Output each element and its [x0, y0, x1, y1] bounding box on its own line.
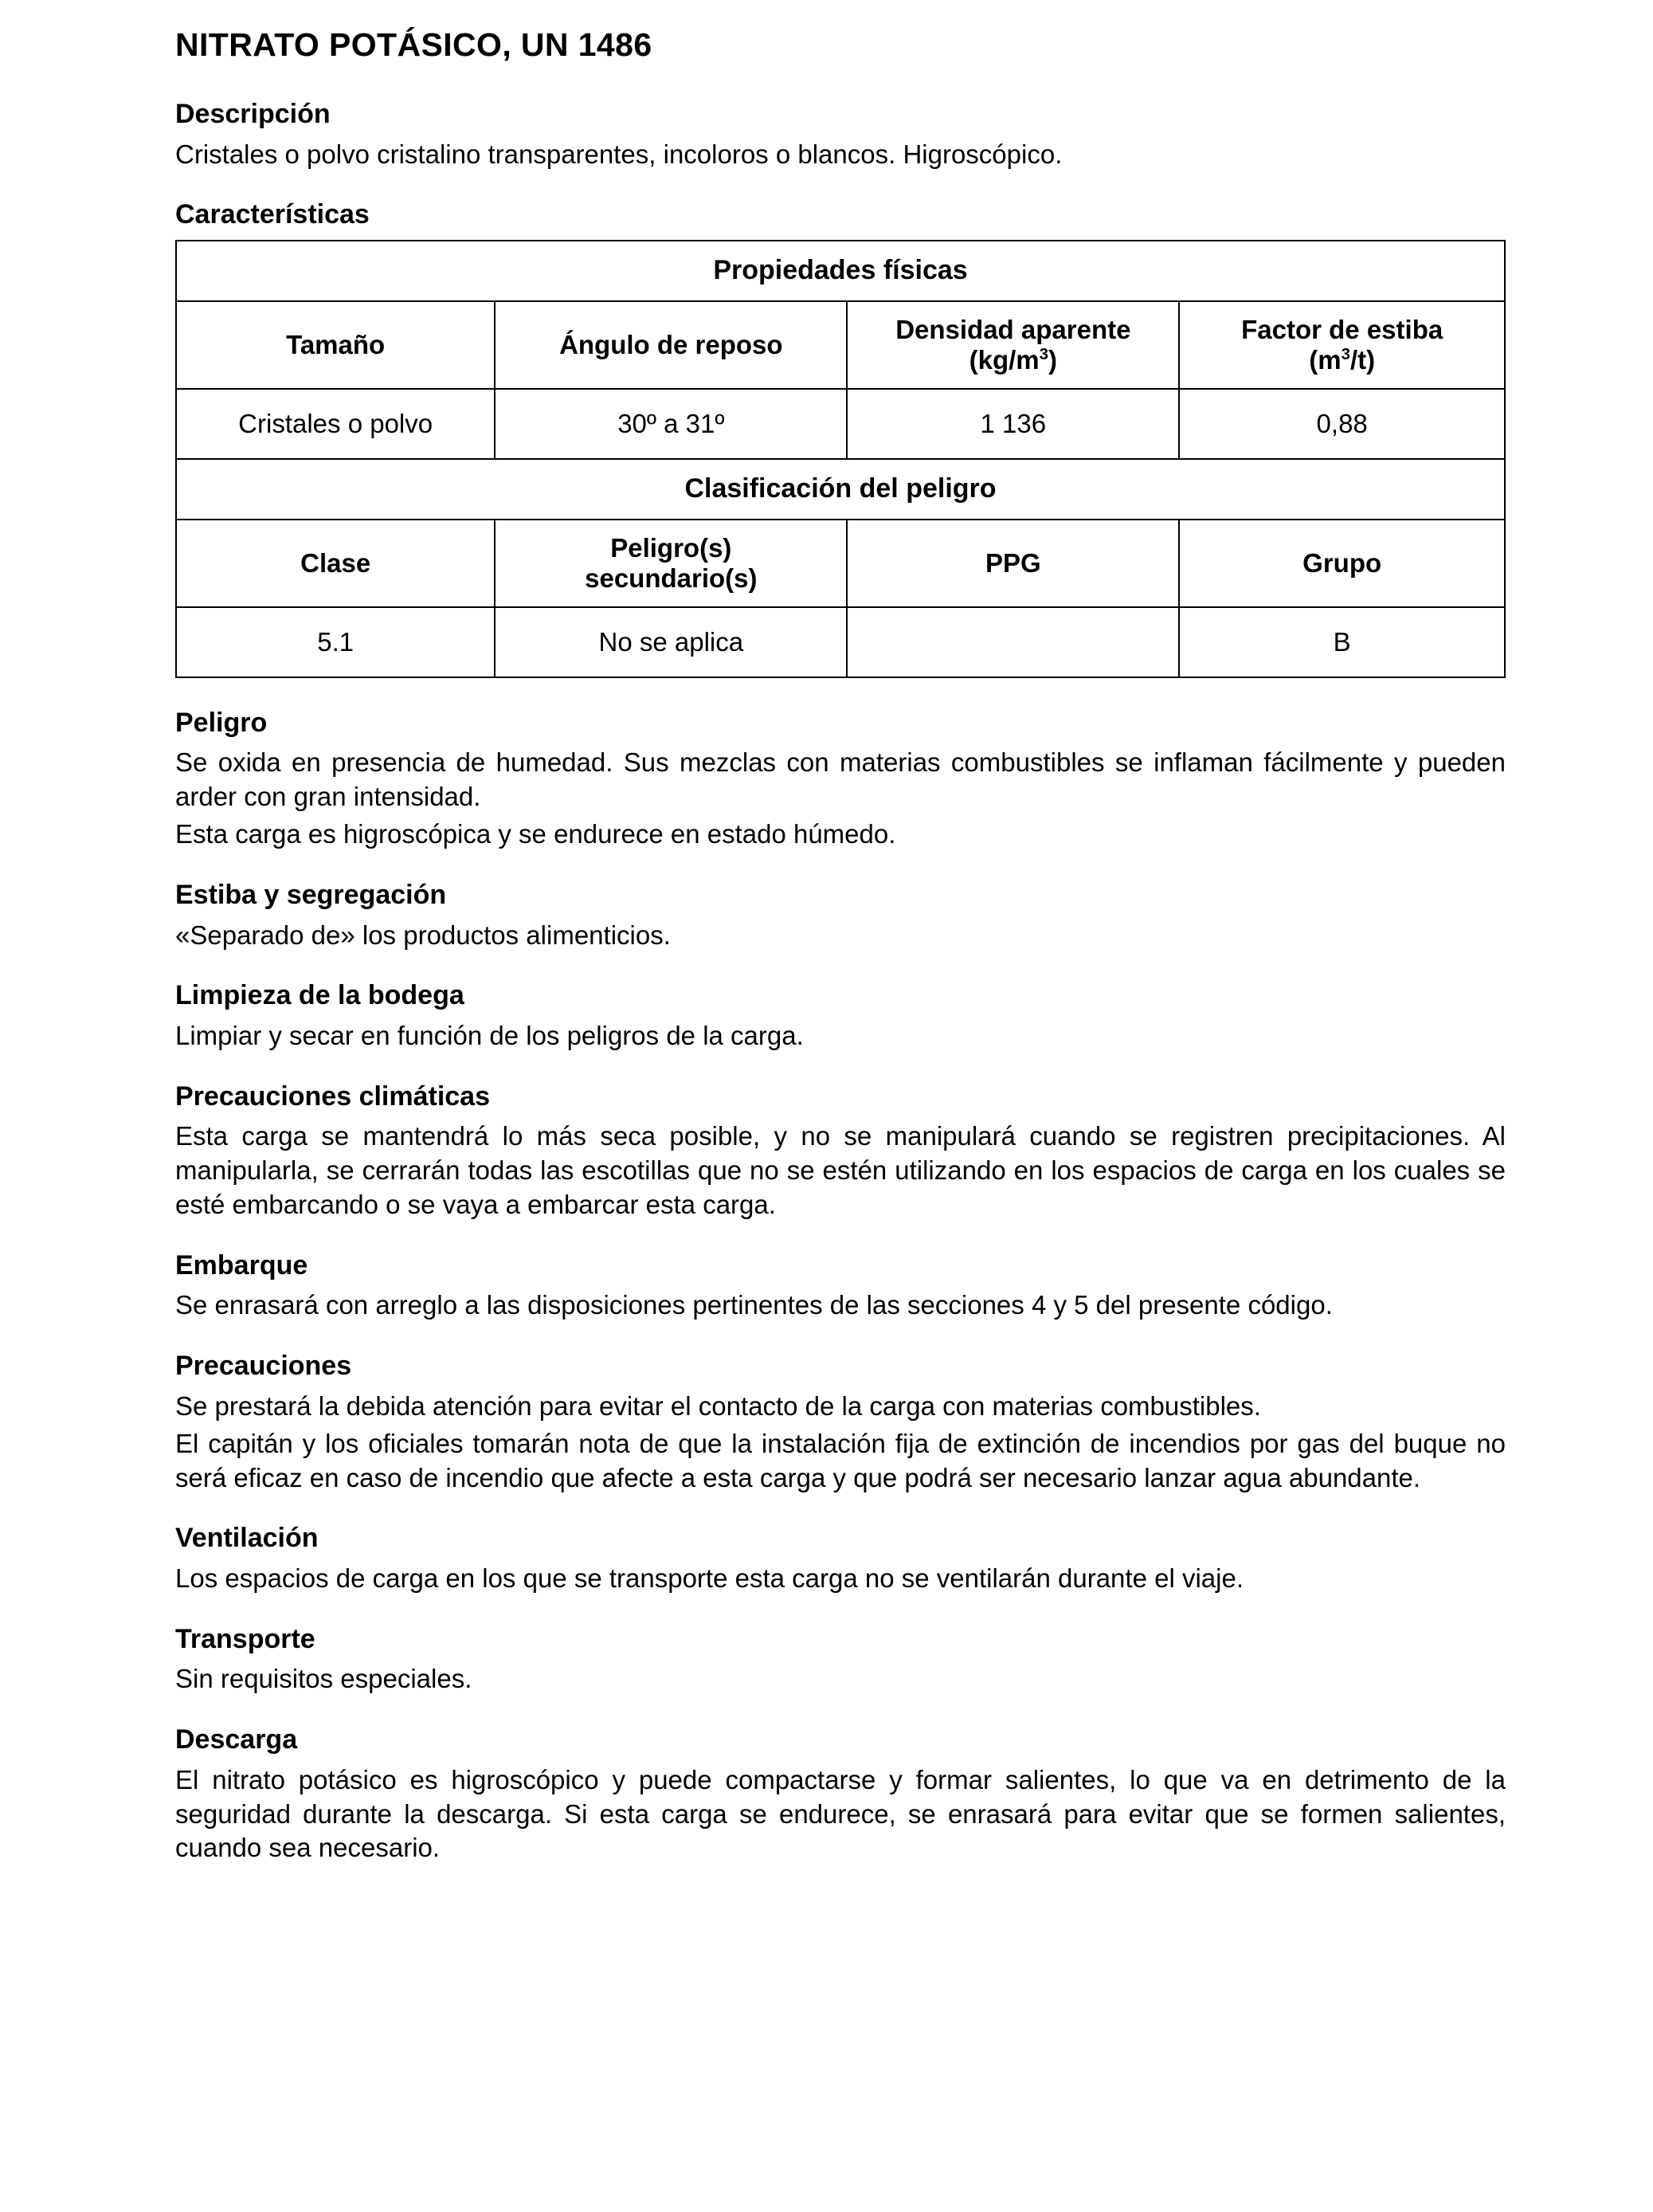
spacer: [175, 852, 1506, 879]
paragraph: Limpiar y secar en función de los peligros de la carga.: [175, 1020, 804, 1050]
section-heading-limpieza-bodega: Limpieza de la bodega: [175, 980, 464, 1011]
page-title: NITRATO POTÁSICO, UN 1486: [175, 26, 652, 63]
paragraph: Se enrasará con arreglo a las disposiciones pertinentes de las secciones 4 y 5 del presente código.: [175, 1290, 1333, 1320]
cell-angle-value: 30º a 31º: [495, 389, 847, 459]
column-header-angle: Ángulo de reposo: [495, 301, 847, 389]
column-header-ppg: PPG: [847, 520, 1179, 607]
column-header-density: [847, 301, 1179, 389]
paragraph: «Separado de» los productos alimenticios.: [175, 920, 671, 950]
section-precauciones-climaticas: [175, 1081, 1506, 1222]
section-heading-peligro: Peligro: [175, 707, 268, 738]
cell-group-value: B: [1179, 607, 1505, 677]
table-band-hazard: Clasificación del peligro: [176, 459, 1505, 520]
subsidiary-label-line1: Peligro(s): [610, 532, 732, 563]
cell-stowage-value: 0,88: [1179, 389, 1505, 459]
cell-class-value: 5.1: [176, 607, 495, 677]
paragraph: Esta carga se mantendrá lo más seca posible, y no se manipulará cuando se registren precipitaciones. Al manipularla, se cerrarán todas las escotillas que no se estén utilizando en los espacios de carga en los cuales se esté embarcando o se vaya a embarcar esta carga.: [175, 1121, 1506, 1220]
section-heading-precauciones-climaticas: Precauciones climáticas: [175, 1081, 491, 1112]
spacer: [175, 1596, 1506, 1623]
paragraph: El nitrato potásico es higroscópico y puede compactarse y formar salientes, lo que va en detrimento de la seguridad durante la descarga. Si esta carga se endurece, se enrasará para evitar que se formen salientes, cuando sea necesario.: [175, 1764, 1506, 1863]
section-heading-descripcion: Descripción: [175, 99, 331, 130]
density-label: Densidad aparente: [895, 314, 1131, 344]
section-heading-estiba-segregacion: Estiba y segregación: [175, 880, 447, 911]
table-row: [176, 607, 1505, 677]
table-row: [176, 520, 1505, 607]
section-heading-caracteristicas: Características: [175, 199, 370, 230]
paragraph: Los espacios de carga en los que se transporte esta carga no se ventilarán durante el viaje.: [175, 1563, 1244, 1593]
table-band-physical: Propiedades físicas: [176, 241, 1505, 301]
table-row: [176, 301, 1505, 389]
table-row: [176, 389, 1505, 459]
column-header-stowage: [1179, 301, 1505, 389]
section-embarque: [175, 1249, 1506, 1323]
density-unit-suffix: ): [1048, 344, 1058, 375]
spacer: [175, 1222, 1506, 1249]
cell-subsidiary-value: No se aplica: [495, 607, 847, 677]
spacer: [175, 1053, 1506, 1081]
section-heading-precauciones: Precauciones: [175, 1351, 352, 1382]
stowage-label: Factor de estiba: [1241, 314, 1443, 344]
cell-size-value: Cristales o polvo: [176, 389, 495, 459]
section-ventilacion: [175, 1522, 1506, 1595]
stowage-unit-exponent: 3: [1341, 344, 1350, 363]
characteristics-table: [175, 240, 1506, 678]
table-row: [176, 459, 1505, 520]
section-heading-ventilacion: Ventilación: [175, 1523, 319, 1554]
section-transporte: [175, 1623, 1506, 1696]
column-header-subsidiary: [495, 520, 847, 607]
section-peligro: [175, 707, 1506, 852]
paragraph: Sin requisitos especiales.: [175, 1664, 472, 1694]
section-descripcion: [175, 98, 1506, 171]
column-header-class: Clase: [176, 520, 495, 607]
section-precauciones: [175, 1350, 1506, 1495]
paragraph: Cristales o polvo cristalino transparentes, incoloros o blancos. Higroscópico.: [175, 139, 1063, 169]
stowage-unit-suffix: /t): [1349, 344, 1376, 375]
paragraph: El capitán y los oficiales tomarán nota de que la instalación fija de extinción de incendios por gas del buque no será eficaz en caso de incendio que afecte a esta carga y que podrá ser necesario lanzar agua abundante.: [175, 1428, 1506, 1492]
section-heading-embarque: Embarque: [175, 1249, 308, 1281]
cell-ppg-value: [847, 607, 1179, 677]
cell-density-value: 1 136: [847, 389, 1179, 459]
spacer: [175, 1696, 1506, 1724]
spacer: [175, 952, 1506, 979]
paragraph: Esta carga es higroscópica y se endurece en estado húmedo.: [175, 819, 896, 849]
section-limpieza-bodega: [175, 979, 1506, 1053]
column-header-size: Tamaño: [176, 301, 495, 389]
section-estiba-segregacion: [175, 879, 1506, 952]
spacer: [175, 1495, 1506, 1522]
density-unit-prefix: (kg/m: [969, 344, 1040, 375]
section-heading-transporte: Transporte: [175, 1623, 315, 1654]
section-descarga: [175, 1724, 1506, 1865]
paragraph: Se oxida en presencia de humedad. Sus mezclas con materias combustibles se inflaman fácilmente y pueden arder con gran intensidad.: [175, 747, 1506, 812]
section-heading-descarga: Descarga: [175, 1724, 298, 1755]
table-row: [176, 241, 1505, 301]
density-unit-exponent: 3: [1039, 344, 1049, 363]
section-caracteristicas: [175, 198, 1506, 677]
paragraph: Se prestará la debida atención para evitar el contacto de la carga con materias combustibles.: [175, 1390, 1261, 1421]
spacer: [175, 171, 1506, 198]
stowage-unit-prefix: (m: [1309, 344, 1342, 375]
spacer: [175, 1323, 1506, 1350]
subsidiary-label-line2: secundario(s): [585, 563, 758, 593]
column-header-group: Grupo: [1179, 520, 1505, 607]
